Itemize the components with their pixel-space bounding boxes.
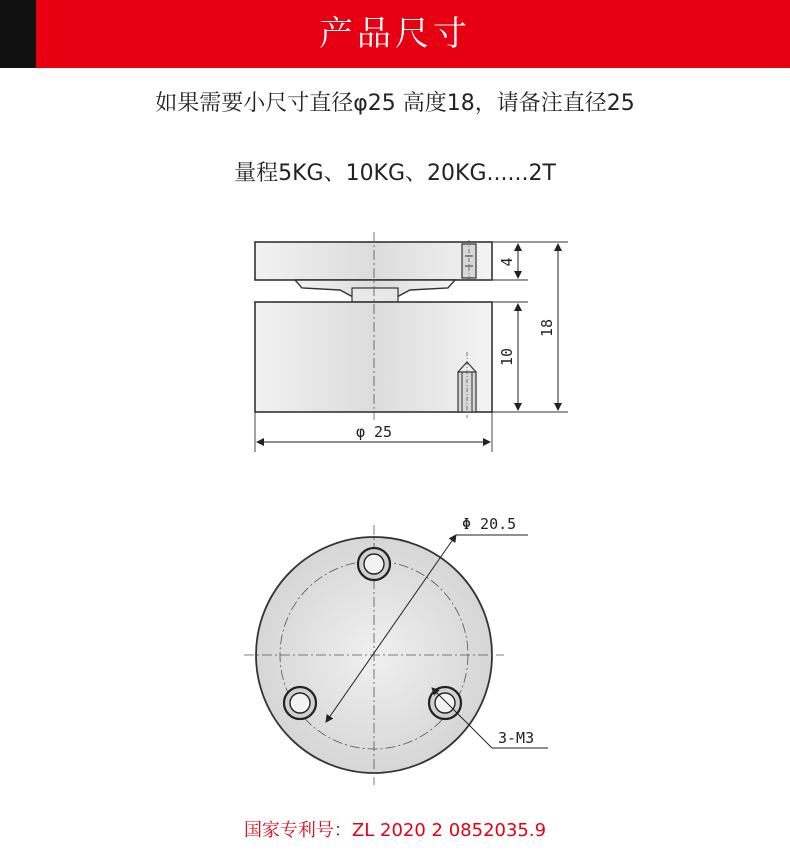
patent-number: 国家专利号：ZL 2020 2 0852035.9 xyxy=(243,820,547,841)
dim-body: 10 xyxy=(498,347,516,367)
top-view xyxy=(244,515,548,785)
dim-holes: 3-M3 xyxy=(498,729,535,747)
dim-top-plate: 4 xyxy=(498,257,516,267)
sensor-body xyxy=(255,302,492,412)
dim-bolt-circle: Φ 20.5 xyxy=(462,515,517,533)
top-plate xyxy=(255,242,492,280)
mounting-hole xyxy=(284,687,316,719)
page-title: 产品尺寸 xyxy=(319,14,471,54)
mounting-hole xyxy=(358,548,390,580)
mounting-hole xyxy=(429,687,461,719)
dim-diameter: φ 25 xyxy=(355,423,393,441)
dim-total: 18 xyxy=(538,318,556,338)
size-note: 如果需要小尺寸直径φ25 高度18，请备注直径25 xyxy=(155,91,635,116)
side-view xyxy=(255,232,568,452)
range-note: 量程5KG、10KG、20KG......2T xyxy=(234,161,556,186)
